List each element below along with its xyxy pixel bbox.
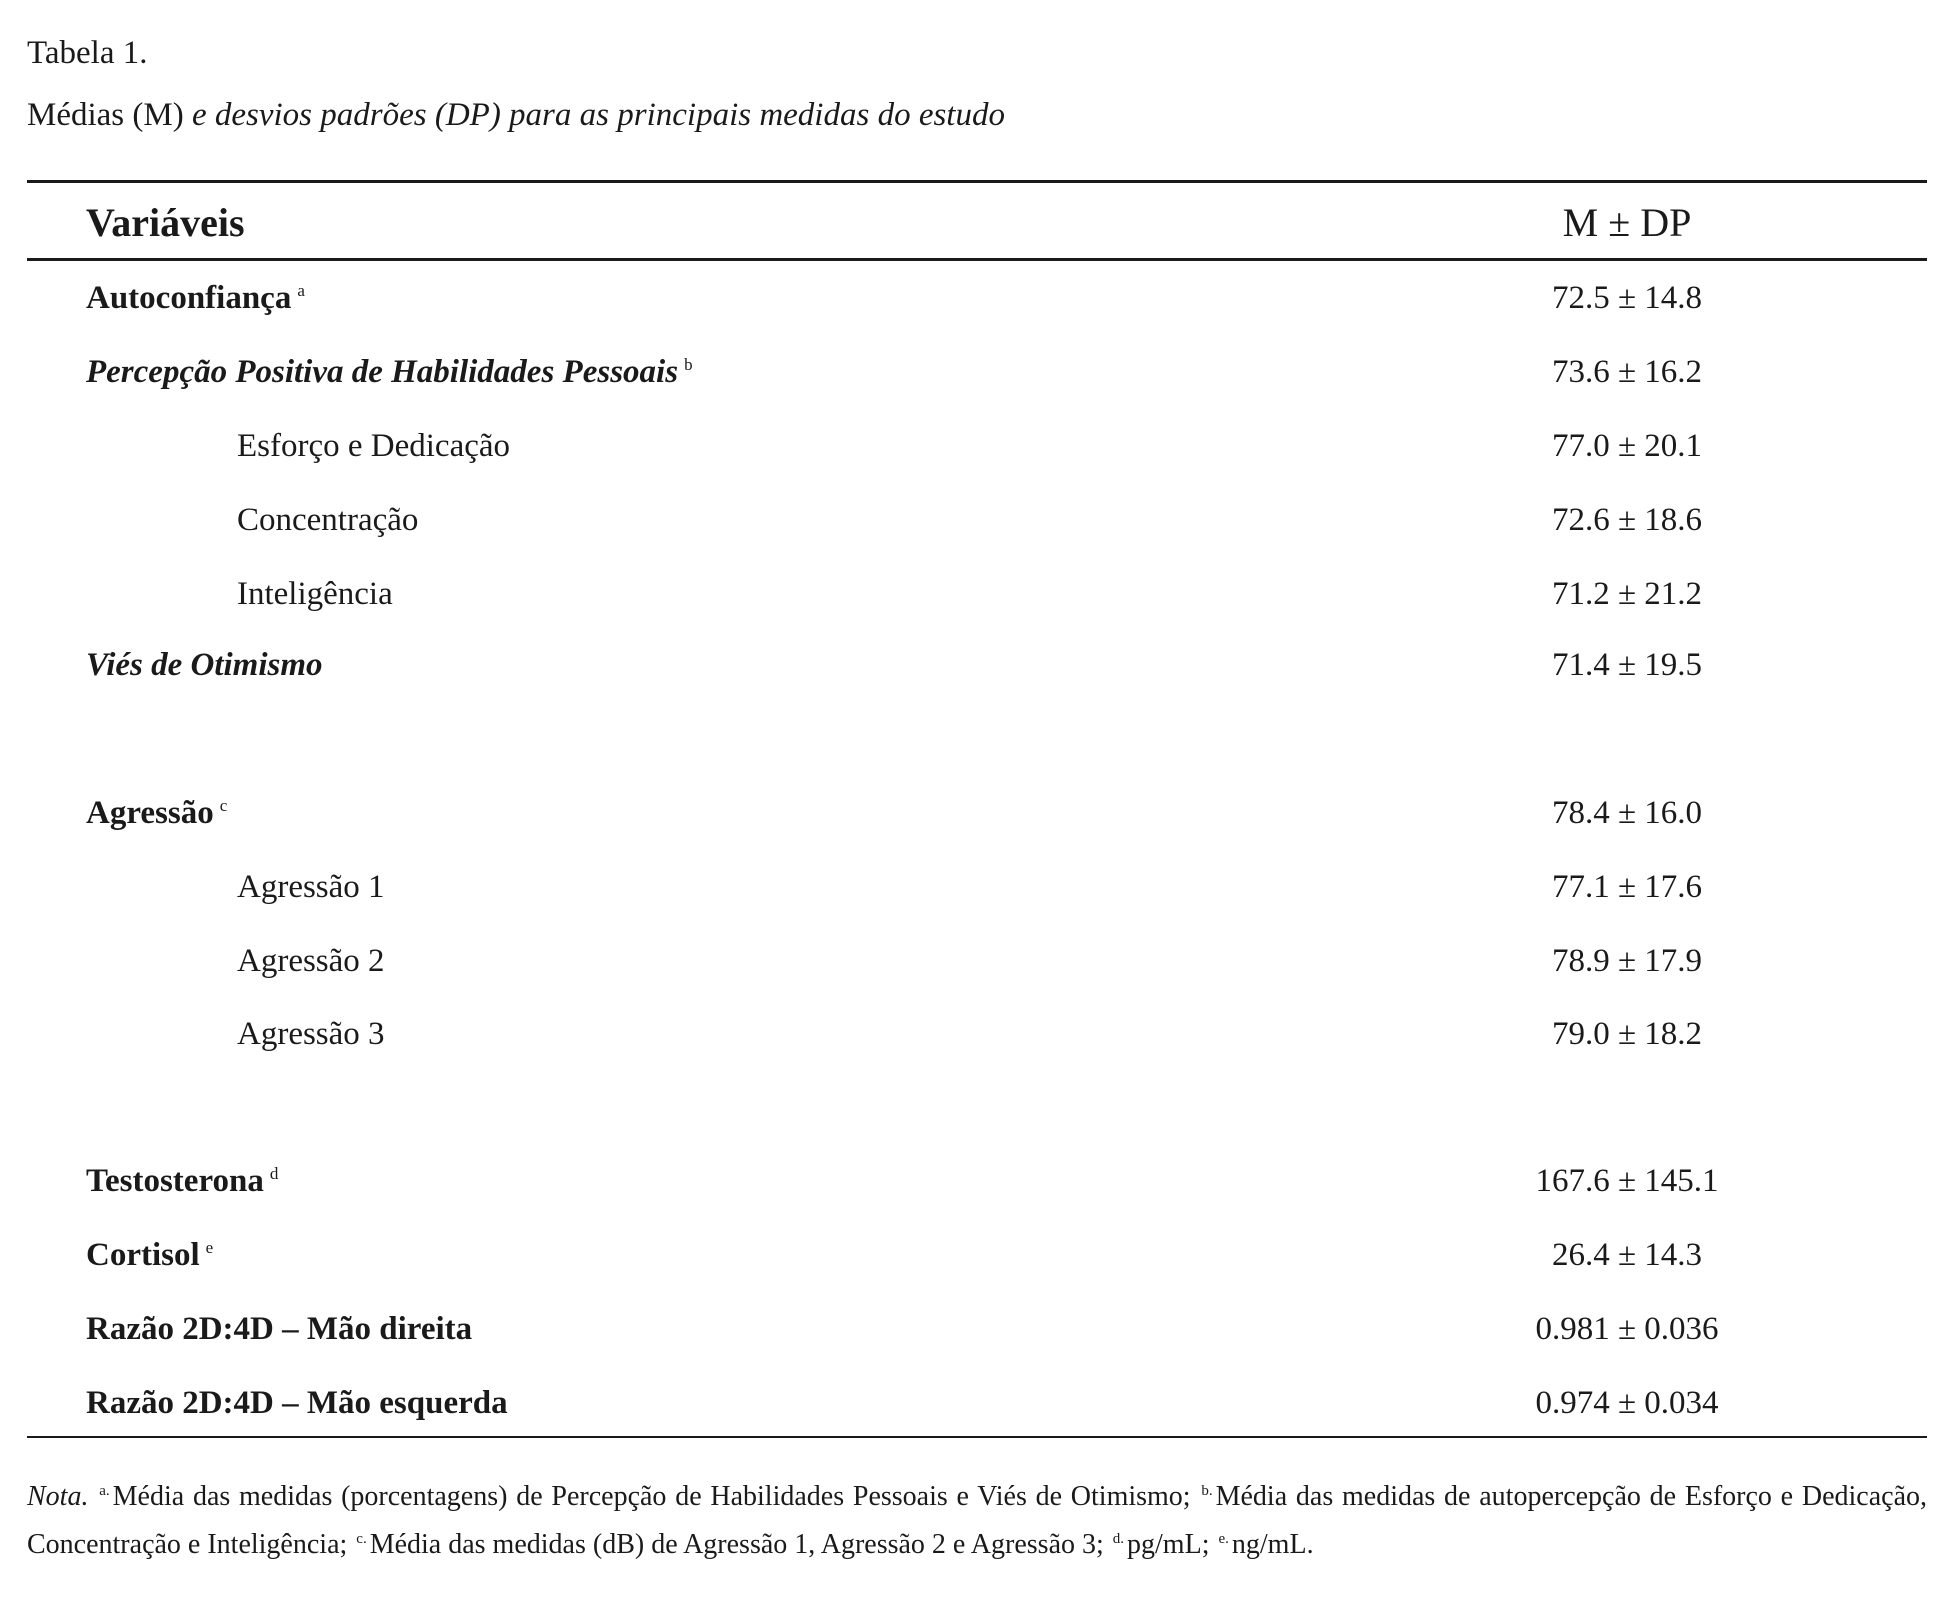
table-note: Nota. $^{a.}$ Média das medidas (porcentagens) de Percepção de Habilidades Pessoais e Viés de Otimismo; $^{b.}$ Média das medidas de autopercepção de Esforço e Dedicação, Concentração e Inteligência; $^{c.}$ Média das medidas (dB) de Agressão 1, Agressão 2 e Agressão 3; $^{d.}$ pg/mL; $^{e.}$ ng/mL. bbox=[27, 1481, 1928, 1560]
row-label: Esforço e Dedicação bbox=[237, 427, 511, 464]
title-plain: Médias (M) bbox=[27, 97, 184, 133]
table-title bbox=[27, 95, 1005, 135]
table-label: Tabela 1. bbox=[27, 35, 148, 71]
table-row bbox=[27, 1366, 1927, 1440]
row-value: 71.4 ± 19.5 bbox=[1551, 646, 1703, 683]
row-label: Cortisol $^e$ bbox=[86, 1236, 214, 1273]
row-label: Concentração bbox=[237, 501, 419, 538]
row-value: 167.6 ± 145.1 bbox=[1535, 1162, 1719, 1199]
row-value: 78.4 ± 16.0 bbox=[1551, 794, 1703, 831]
table-row bbox=[27, 261, 1927, 335]
row-label: Testosterona $^d$ bbox=[86, 1162, 279, 1199]
bottom-rule bbox=[27, 1436, 1927, 1438]
row-label: Agressão 1 bbox=[237, 868, 385, 905]
row-value: 71.2 ± 21.2 bbox=[1551, 575, 1703, 612]
row-label: Agressão 3 bbox=[237, 1015, 385, 1052]
row-value: 77.0 ± 20.1 bbox=[1551, 427, 1703, 464]
table-row bbox=[27, 850, 1927, 924]
table-row bbox=[27, 1144, 1927, 1218]
table-row bbox=[27, 1292, 1927, 1366]
table-row bbox=[27, 997, 1927, 1071]
row-value: 26.4 ± 14.3 bbox=[1551, 1236, 1703, 1273]
table-row bbox=[27, 483, 1927, 557]
header-variables: Variáveis bbox=[86, 199, 245, 245]
row-label: Percepção Positiva de Habilidades Pessoais $^b$ bbox=[86, 353, 693, 390]
row-label: Inteligência bbox=[237, 575, 393, 612]
table-row bbox=[27, 557, 1927, 631]
row-label: Autoconfiança $^a$ bbox=[86, 279, 305, 316]
row-label: Razão 2D:4D – Mão direita bbox=[86, 1310, 473, 1347]
row-value: 72.5 ± 14.8 bbox=[1551, 279, 1703, 316]
row-value: 73.6 ± 16.2 bbox=[1551, 353, 1703, 390]
row-value: 0.974 ± 0.034 bbox=[1535, 1384, 1719, 1421]
row-value: 0.981 ± 0.036 bbox=[1535, 1310, 1719, 1347]
row-label: Viés de Otimismo bbox=[86, 646, 323, 683]
table-header bbox=[27, 185, 1927, 259]
row-value: 79.0 ± 18.2 bbox=[1551, 1015, 1703, 1052]
row-label: Razão 2D:4D – Mão esquerda bbox=[86, 1384, 508, 1421]
row-value: 77.1 ± 17.6 bbox=[1551, 868, 1703, 905]
table-row bbox=[27, 628, 1927, 702]
table-row bbox=[27, 924, 1927, 998]
row-value: 72.6 ± 18.6 bbox=[1551, 501, 1703, 538]
row-label: Agressão $^c$ bbox=[86, 794, 228, 831]
top-rule bbox=[27, 180, 1927, 183]
table-row bbox=[27, 409, 1927, 483]
header-mean-sd: M ± DP bbox=[1562, 199, 1692, 245]
table-row bbox=[27, 1218, 1927, 1292]
row-label: Agressão 2 bbox=[237, 942, 385, 979]
table-row bbox=[27, 335, 1927, 409]
table-row bbox=[27, 776, 1927, 850]
title-italic: e desvios padrões (DP) para as principais medidas do estudo bbox=[191, 97, 1005, 133]
row-value: 78.9 ± 17.9 bbox=[1551, 942, 1703, 979]
